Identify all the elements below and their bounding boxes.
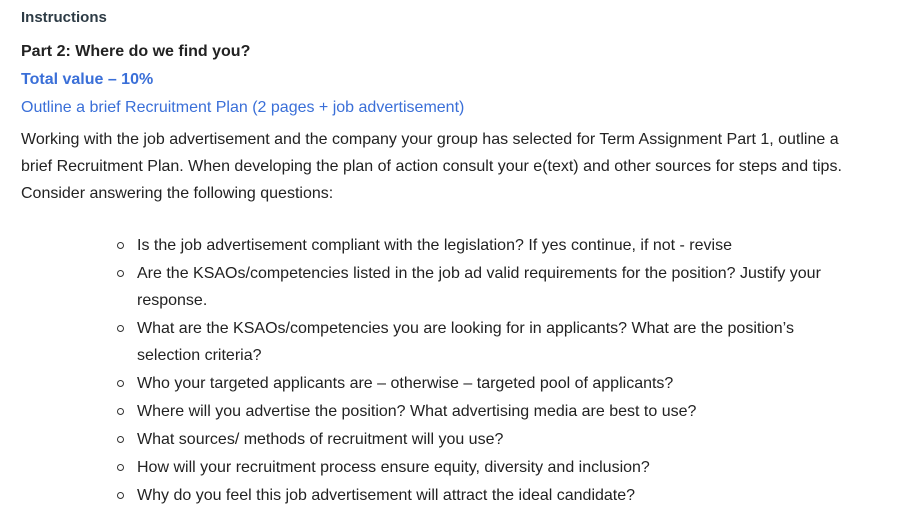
list-item — [117, 454, 837, 481]
bullet-icon — [117, 464, 124, 471]
list-item — [117, 398, 837, 425]
bullet-icon — [117, 380, 124, 387]
bullet-icon — [117, 242, 124, 249]
question-text: Where will you advertise the position? What advertising media are best to use? — [137, 403, 697, 420]
question-text: Why do you feel this job advertisement will attract the ideal candidate? — [137, 487, 636, 504]
bullet-icon — [117, 492, 124, 499]
list-item — [117, 232, 837, 259]
question-text: What are the KSAOs/competencies you are looking for in applicants? What are the position’s selection criteria? — [137, 320, 794, 364]
part-title: Part 2: Where do we find you? — [21, 43, 251, 60]
list-item — [117, 260, 837, 314]
list-item — [117, 426, 837, 453]
bullet-icon — [117, 436, 124, 443]
outline-text: Outline a brief Recruitment Plan (2 pages + job advertisement) — [21, 99, 465, 116]
list-item — [117, 482, 837, 509]
question-text: How will your recruitment process ensure equity, diversity and inclusion? — [137, 459, 650, 476]
list-item — [117, 370, 837, 397]
instructions-heading: Instructions — [21, 9, 107, 26]
total-value: Total value – 10% — [21, 71, 154, 88]
question-text: Is the job advertisement compliant with the legislation? If yes continue, if not - revise — [137, 237, 732, 254]
question-text: Who your targeted applicants are – otherwise – targeted pool of applicants? — [137, 375, 674, 392]
question-text: Are the KSAOs/competencies listed in the job ad valid requirements for the position? Justify your response. — [137, 265, 821, 309]
bullet-icon — [117, 408, 124, 415]
list-item — [117, 315, 837, 369]
question-text: What sources/ methods of recruitment will you use? — [137, 431, 504, 448]
bullet-icon — [117, 270, 124, 277]
questions-list — [117, 232, 837, 510]
instructions-body: Working with the job advertisement and the company your group has selected for Term Assignment Part 1, outline a brief Recruitment Plan. When developing the plan of action consult your e(text) and other sources for steps and tips. Consider answering the following questions: — [21, 131, 842, 202]
bullet-icon — [117, 325, 124, 332]
